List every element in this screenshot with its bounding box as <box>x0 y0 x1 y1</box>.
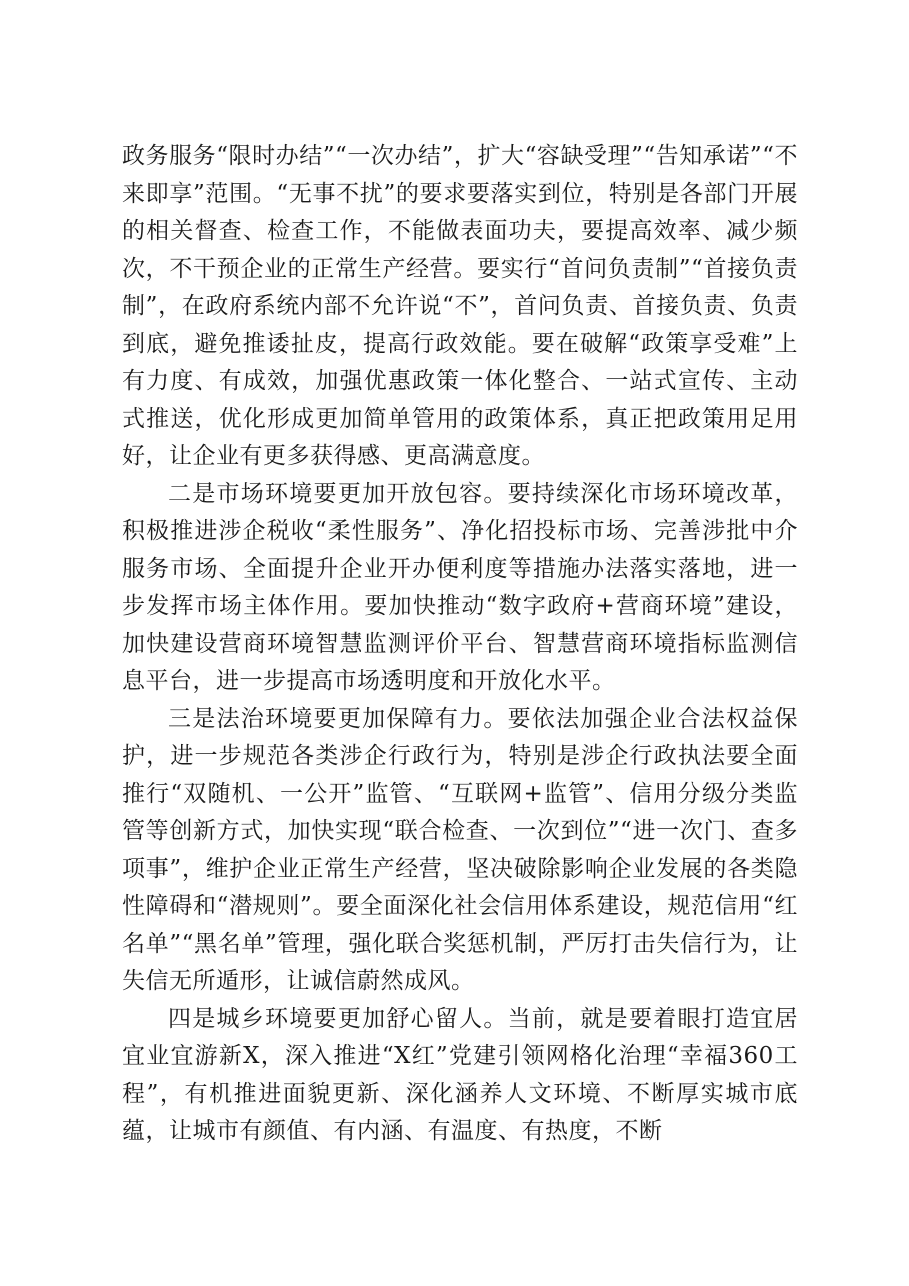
paragraph-legal-environment: 三是法治环境要更加保障有力。要依法加强企业合法权益保护，进一步规范各类涉企行政行为，特别是涉企行政执法要全面推行“双随机、一公开”监管、“互联网+监管”、信用分级分类监管等创新方式，加快实现“联合检查、一次到位”“进一次门、查多项事”，维护企业正常生产经营，坚决破除影响企业发展的各类隐性障碍和“潜规则”。要全面深化社会信用体系建设，规范信用“红名单”“黑名单”管理，强化联合奖惩机制，严厉打击失信行为，让失信无所遁形，让诚信蔚然成风。 <box>122 705 798 994</box>
paragraph-continuation: 政务服务“限时办结”“一次办结”，扩大“容缺受理”“告知承诺”“不来即享”范围。“无事不扰”的要求要落实到位，特别是各部门开展的相关督查、检查工作，不能做表面功夫，要提高效率、减少频次，不干预企业的正常生产经营。要实行“首问负责制”“首接负责制”，在政府系统内部不允许说“不”，首问负责、首接负责、负责到底，避免推诿扯皮，提高行政效能。要在破解“政策享受难”上有力度、有成效，加强优惠政策一体化整合、一站式宣传、主动式推送，优化形成更加简单管用的政策体系，真正把政策用足用好，让企业有更多获得感、更高满意度。 <box>122 143 798 469</box>
paragraph-urban-rural-environment: 四是城乡环境要更加舒心留人。当前，就是要着眼打造宜居宜业宜游新X，深入推进“X红”党建引领网格化治理“幸福360工程”，有机推进面貌更新、深化涵养人文环境、不断厚实城市底蕴，让城市有颜值、有内涵、有温度、有热度，不断 <box>122 1005 798 1144</box>
document-body <box>122 138 798 1151</box>
paragraph-market-environment: 二是市场环境要更加开放包容。要持续深化市场环境改革，积极推进涉企税收“柔性服务”、净化招投标市场、完善涉批中介服务市场、全面提升企业开办便利度等措施办法落实落地，进一步发挥市场主体作用。要加快推动“数字政府+营商环境”建设，加快建设营商环境智慧监测评价平台、智慧营商环境指标监测信息平台，进一步提高市场透明度和开放化水平。 <box>122 480 798 694</box>
